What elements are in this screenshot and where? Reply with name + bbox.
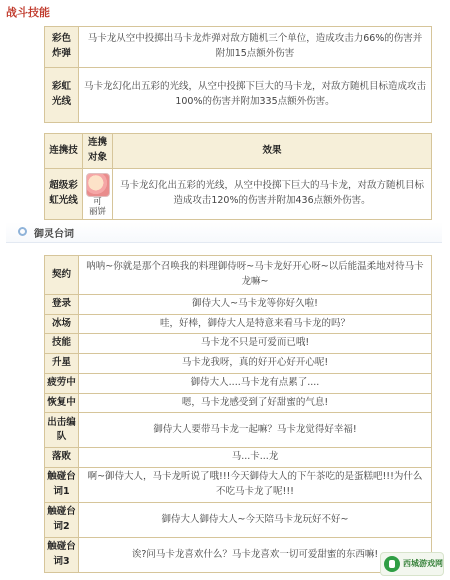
lines-table bbox=[44, 255, 432, 573]
combo-table bbox=[44, 133, 432, 220]
line-key: 疲劳中 bbox=[45, 373, 79, 393]
line-key: 落败 bbox=[45, 448, 79, 468]
line-text: 御侍大人要带马卡龙一起嘛？马卡龙觉得好幸福! bbox=[79, 413, 432, 448]
site-watermark bbox=[380, 552, 444, 576]
table-row bbox=[45, 448, 432, 468]
table-row bbox=[45, 503, 432, 538]
line-key: 升星 bbox=[45, 354, 79, 374]
lines-title: 御灵台词 bbox=[34, 229, 74, 240]
table-row bbox=[45, 538, 432, 573]
column-header: 连携 对象 bbox=[83, 134, 113, 169]
line-text: 诶?问马卡龙喜欢什么？马卡龙喜欢一切可爱甜蜜的东西嘛! bbox=[79, 538, 432, 573]
table-row bbox=[45, 27, 432, 68]
line-key: 技能 bbox=[45, 334, 79, 354]
line-text: 御侍大人御侍大人~今天陪马卡龙玩好不好~ bbox=[79, 503, 432, 538]
table-row bbox=[45, 169, 432, 220]
table-row bbox=[45, 413, 432, 448]
skills-table bbox=[44, 26, 432, 123]
skill-desc: 马卡龙从空中投掷出马卡龙炸弹对敌方随机三个单位，造成攻击力66%的伤害并附加15点额外伤害 bbox=[79, 27, 432, 68]
table-row bbox=[45, 68, 432, 123]
skill-desc: 马卡龙幻化出五彩的光线，从空中投掷下巨大的马卡龙，对敌方随机目标造成攻击100%的伤害并附加335点额外伤害。 bbox=[79, 68, 432, 123]
line-key: 出击编 队 bbox=[45, 413, 79, 448]
combo-partner bbox=[83, 169, 113, 220]
line-text: 马卡龙不只是可爱而已哦! bbox=[79, 334, 432, 354]
table-row bbox=[45, 468, 432, 503]
table-row bbox=[45, 334, 432, 354]
line-key: 触碰台 词2 bbox=[45, 503, 79, 538]
line-key: 登录 bbox=[45, 295, 79, 315]
line-text: 马...卡...龙 bbox=[79, 448, 432, 468]
table-row bbox=[45, 314, 432, 334]
combo-effect: 马卡龙幻化出五彩的光线，从空中投掷下巨大的马卡龙，对敌方随机目标造成攻击120%的伤害并附加436点额外伤害。 bbox=[113, 169, 432, 220]
combo-name: 超级彩 虹光线 bbox=[45, 169, 83, 220]
line-text: 哇，好棒，御侍大人是特意来看马卡龙的吗？ bbox=[79, 314, 432, 334]
lines-subheader bbox=[6, 222, 442, 243]
line-key: 触碰台 词1 bbox=[45, 468, 79, 503]
line-key: 恢复中 bbox=[45, 393, 79, 413]
gear-icon bbox=[18, 227, 27, 236]
table-row bbox=[45, 354, 432, 374]
line-key: 触碰台 词3 bbox=[45, 538, 79, 573]
table-row bbox=[45, 393, 432, 413]
line-text: 呐呐~你就是那个召唤我的料理御侍呀~马卡龙好开心呀~以后能温柔地对待马卡龙嘛~ bbox=[79, 256, 432, 295]
site-logo-icon bbox=[384, 556, 400, 572]
line-text: 御侍大人....马卡龙有点累了.... bbox=[79, 373, 432, 393]
crepe-avatar-icon bbox=[86, 173, 110, 197]
line-text: 御侍大人~马卡龙等你好久啦! bbox=[79, 295, 432, 315]
watermark-text: 西城游戏网 bbox=[403, 559, 443, 568]
table-header-row bbox=[45, 134, 432, 169]
line-text: 嗯，马卡龙感受到了好甜蜜的气息! bbox=[79, 393, 432, 413]
partner-label: 可 丽饼 bbox=[88, 197, 106, 218]
table-row bbox=[45, 373, 432, 393]
line-text: 啊~御侍大人，马卡龙听说了哦!!!今天御侍大人的下午茶吃的是蛋糕吧!!!为什么不吃马卡龙了呢!!! bbox=[79, 468, 432, 503]
line-text: 马卡龙我呀，真的好开心好开心呢! bbox=[79, 354, 432, 374]
skill-name: 彩色 炸弹 bbox=[45, 27, 79, 68]
line-key: 契约 bbox=[45, 256, 79, 295]
skill-name: 彩虹 光线 bbox=[45, 68, 79, 123]
section-title: 战斗技能 bbox=[6, 6, 50, 19]
line-key: 冰场 bbox=[45, 314, 79, 334]
column-header: 效果 bbox=[113, 134, 432, 169]
table-row bbox=[45, 256, 432, 295]
table-row bbox=[45, 295, 432, 315]
column-header: 连携技 bbox=[45, 134, 83, 169]
